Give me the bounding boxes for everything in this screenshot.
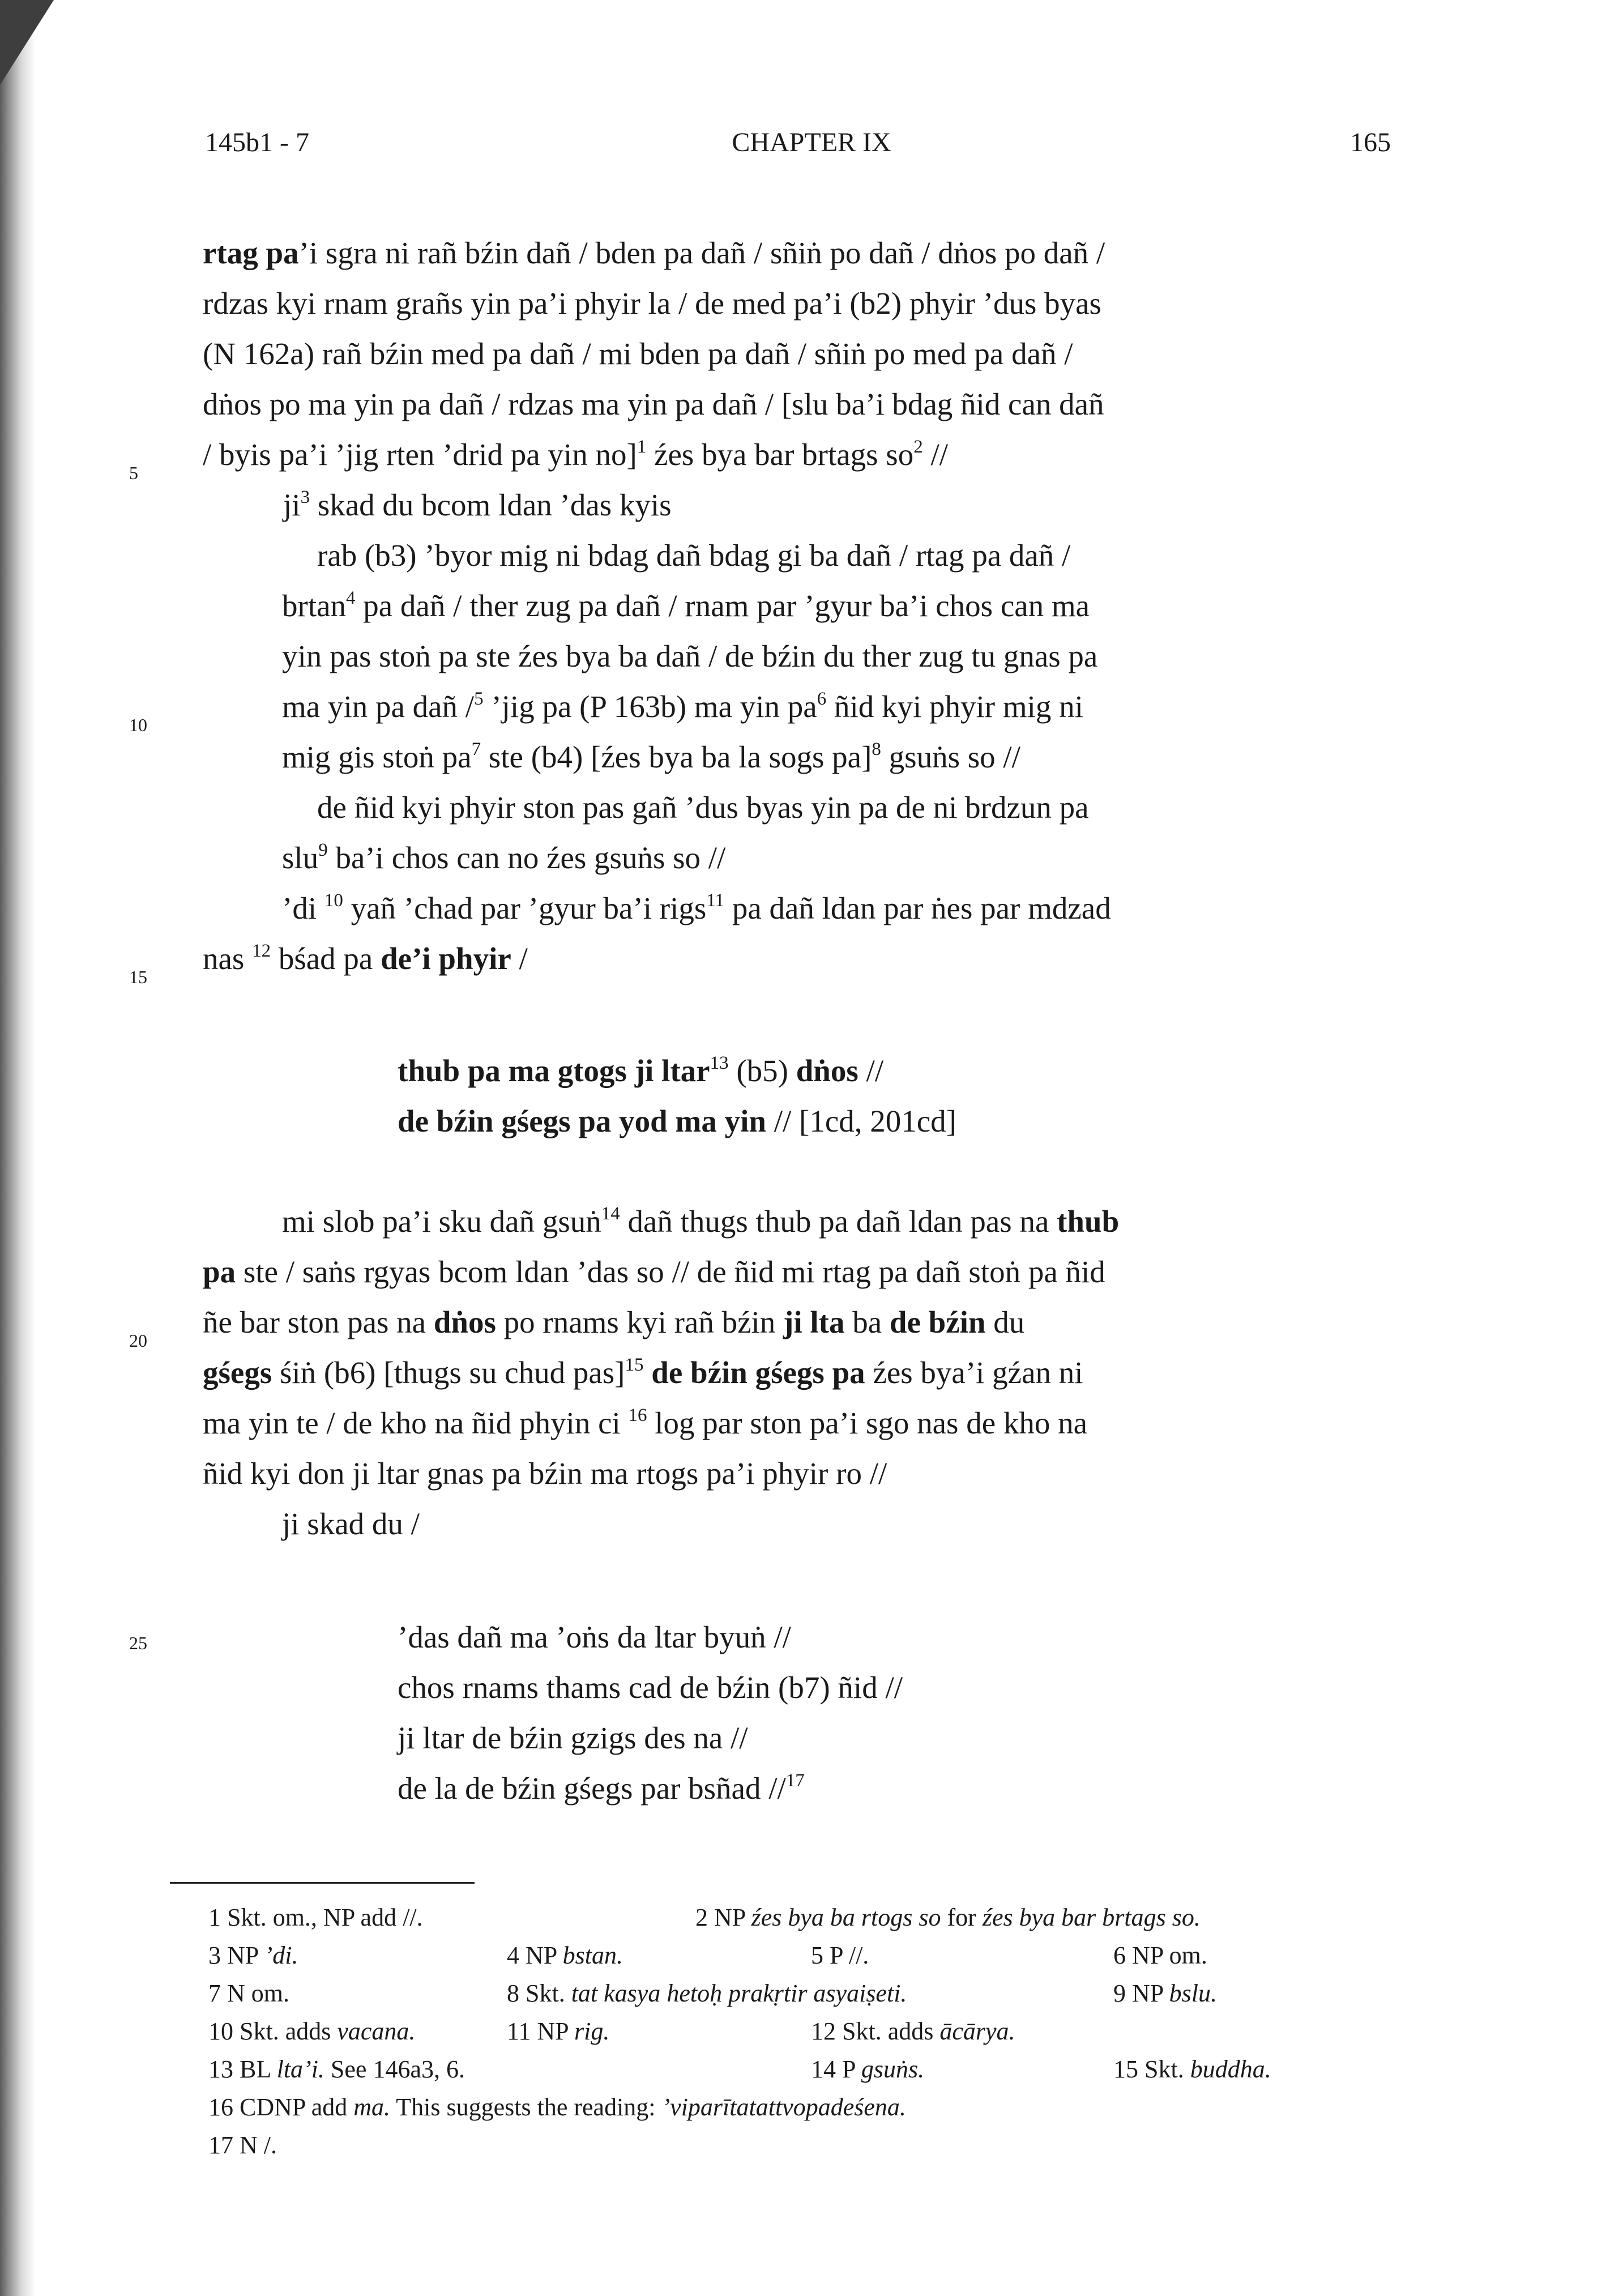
quotation-rab-byor: [282, 530, 1398, 782]
text-run: slu: [282, 840, 319, 875]
footnote-4: 4 NP bstan.: [507, 1941, 623, 1969]
verse-line: ’das dañ ma ’oṅs da ltar byuṅ //: [398, 1620, 791, 1654]
footnote-ref: 10: [324, 890, 343, 911]
footnote-row: [208, 1936, 1409, 1974]
footnote-ref: 11: [706, 890, 725, 911]
line-ji-skad-du-bcom: [283, 480, 672, 530]
paragraph-mi-slob: [203, 1196, 1398, 1499]
footnote-17: 17 N /.: [208, 2131, 277, 2159]
footnote-ref: 8: [872, 739, 881, 759]
root-verse: [398, 1045, 956, 1146]
header-folio-reference: 145b1 - 7: [205, 127, 309, 157]
text-line: dṅos po ma yin pa dañ / rdzas ma yin pa dañ / [slu ba’i bdag ñid can dañ: [203, 387, 1104, 421]
bold-term: gśegs: [203, 1355, 272, 1390]
footnote-ref: 15: [625, 1355, 644, 1375]
text-run: ñe bar ston pas na: [203, 1305, 434, 1339]
bold-term: ji lta: [783, 1305, 845, 1339]
text-run: gsuṅs so //: [881, 740, 1020, 774]
text-run: skad du bcom ldan ’das kyis: [310, 488, 672, 522]
margin-line-number: 25: [129, 1633, 147, 1653]
text-run: bśad pa: [271, 941, 381, 976]
footnote-12: 12 Skt. adds ācārya.: [811, 2017, 1015, 2045]
bold-term: de bźin gśegs pa: [651, 1355, 865, 1390]
text-line: ñid kyi don ji ltar gnas pa bźin ma rtogs pa’i phyir ro //: [203, 1456, 887, 1491]
paragraph-de-nid: [282, 782, 1398, 883]
book-binding-edge: [0, 0, 35, 2296]
footnote-row: [208, 2050, 1409, 2088]
footnote-ref: 9: [318, 840, 328, 860]
verse-line: chos rnams thams cad de bźin (b7) ñid //: [398, 1670, 903, 1705]
footnote-14: 14 P gsuṅs.: [811, 2055, 925, 2083]
footnote-ref: 12: [252, 941, 271, 961]
footnote-16: 16 CDNP add ma. This suggests the reading: ’viparītatattvopadeśena.: [208, 2093, 906, 2121]
text-run: du: [985, 1305, 1025, 1339]
bold-term: de’i phyir: [381, 941, 511, 976]
footnote-ref: 4: [346, 588, 356, 608]
text-run: pa dañ / ther zug pa dañ / rnam par ’gyur ba’i chos can ma: [355, 588, 1090, 623]
footnote-8: 8 Skt. tat kasya hetoḥ prakṛtir asyaiṣeti.: [507, 1979, 907, 2007]
text-run: //: [858, 1053, 884, 1088]
text-run: [644, 1355, 652, 1390]
text-run: de bźin gśegs pa yod ma yin: [398, 1104, 766, 1138]
footnote-row: [208, 1898, 1409, 1936]
footnote-ref: 1: [637, 437, 647, 457]
bold-term: dṅos: [433, 1305, 496, 1339]
text-run: //: [922, 437, 949, 472]
footnote-2: 2 NP źes bya ba rtogs so for źes bya bar brtags so.: [695, 1904, 1201, 1931]
text-run: ba: [844, 1305, 890, 1339]
text-run: ’di: [282, 891, 324, 925]
footnote-10: 10 Skt. adds vacana.: [208, 2017, 416, 2045]
footnote-3: 3 NP ’di.: [208, 1941, 298, 1969]
footnote-9: 9 NP bslu.: [1113, 1979, 1217, 2007]
text-run: thub pa ma gtogs ji ltar: [398, 1053, 710, 1088]
text-run: źes bya bar brtags so: [646, 437, 914, 472]
footnote-row: [208, 2126, 1409, 2164]
footnote-ref: 14: [601, 1204, 620, 1224]
header-page-number: 165: [1350, 127, 1391, 157]
text-run: mi slob pa’i sku dañ gsuṅ: [282, 1204, 601, 1239]
text-run: ba’i chos can no źes gsuṅs so //: [327, 840, 726, 875]
text-run: nas: [203, 941, 253, 976]
footnote-ref: 5: [474, 689, 484, 709]
footnote-row: [208, 1974, 1409, 2012]
paragraph-di-yan: [203, 883, 1398, 984]
text-line: rdzas kyi rnam grañs yin pa’i phyir la / de med pa’i (b2) phyir ’dus byas: [203, 286, 1101, 321]
text-run: ste (b4) [źes bya ba la sogs pa]: [481, 740, 872, 774]
text-run: ’jig pa (P 163b) ma yin pa: [483, 689, 817, 724]
text-run: ma yin pa dañ /: [282, 689, 475, 724]
text-run: / byis pa’i ’jig rten ’drid pa yin no]: [203, 437, 637, 472]
footnote-row: [208, 2088, 1409, 2126]
book-binding-notch: [0, 0, 54, 85]
text-run: yañ ’chad par ’gyur ba’i rigs: [343, 891, 707, 925]
footnotes: [208, 1898, 1409, 2164]
text-run: /: [511, 941, 528, 976]
bold-term: pa: [203, 1254, 236, 1289]
footnote-ref: 16: [628, 1405, 647, 1426]
footnote-13: 13 BL lta’i. See 146a3, 6.: [208, 2055, 465, 2083]
footnote-5: 5 P //.: [811, 1941, 869, 1969]
margin-line-number: 15: [129, 967, 147, 987]
margin-line-number: 10: [129, 715, 147, 735]
text-line: yin pas stoṅ pa ste źes bya ba dañ / de bźin du ther zug tu gnas pa: [282, 639, 1098, 673]
line-ji-skad-du: ji skad du /: [282, 1507, 420, 1541]
text-run: śiṅ (b6) [thugs su chud pas]: [272, 1355, 625, 1390]
verse-line: ji ltar de bźin gzigs des na //: [398, 1721, 748, 1755]
text-run: ma yin te / de kho na ñid phyin ci: [203, 1406, 629, 1440]
paragraph-rtag-pa: [203, 228, 1398, 480]
bold-term: rtag pa: [203, 236, 299, 270]
footnote-ref: 2: [913, 437, 923, 457]
header-chapter-title: CHAPTER IX: [732, 127, 891, 157]
text-run: brtan: [282, 588, 347, 623]
text-run: ji: [283, 488, 301, 522]
text-run: źes bya’i gźan ni: [865, 1355, 1083, 1390]
footnote-ref: 13: [710, 1053, 729, 1073]
text-line: de ñid kyi phyir ston pas gañ ’dus byas yin pa de ni brdzun pa: [317, 790, 1089, 825]
footnote-ref: 3: [300, 487, 310, 507]
text-run: ste / saṅs rgyas bcom ldan ’das so // de ñid mi rtag pa dañ stoṅ pa ñid: [236, 1254, 1105, 1289]
text-run: // [1cd, 201cd]: [766, 1104, 956, 1138]
footnote-7: 7 N om.: [208, 1979, 289, 2007]
verse-line: de la de bźin gśegs par bsñad //: [398, 1771, 786, 1806]
margin-line-number: 20: [129, 1330, 147, 1351]
margin-line-number: 5: [129, 463, 138, 483]
text-run: po rnams kyi rañ bźin: [496, 1305, 784, 1339]
footnote-ref: 6: [817, 689, 827, 709]
footnote-ref: 7: [471, 739, 481, 759]
footnote-11: 11 NP rig.: [507, 2017, 610, 2045]
text-run: dṅos: [796, 1053, 859, 1088]
text-run: mig gis stoṅ pa: [282, 740, 472, 774]
text-run: log par ston pa’i sgo nas de kho na: [647, 1406, 1088, 1440]
footnote-separator: [170, 1882, 475, 1884]
text-run: (b5): [728, 1053, 796, 1088]
footnote-6: 6 NP om.: [1113, 1941, 1207, 1969]
text-run: dañ thugs thub pa dañ ldan pas na: [620, 1204, 1057, 1239]
quoted-verse: [398, 1612, 903, 1813]
text-run: ’i sgra ni rañ bźin dañ / bden pa dañ / sñiṅ po dañ / dṅos po dañ /: [298, 236, 1105, 270]
footnote-ref: 17: [785, 1770, 805, 1791]
bold-term: thub: [1057, 1204, 1120, 1239]
text-run: pa dañ ldan par ṅes par mdzad: [724, 891, 1111, 925]
footnote-1: 1 Skt. om., NP add //.: [208, 1904, 423, 1931]
text-line: rab (b3) ’byor mig ni bdag dañ bdag gi ba dañ / rtag pa dañ /: [317, 538, 1071, 573]
footnote-15: 15 Skt. buddha.: [1113, 2055, 1271, 2083]
bold-term: de bźin: [889, 1305, 986, 1339]
text-line: (N 162a) rañ bźin med pa dañ / mi bden pa dañ / sñiṅ po med pa dañ /: [203, 336, 1073, 371]
footnote-row: [208, 2012, 1409, 2050]
text-run: ñid kyi phyir mig ni: [826, 689, 1083, 724]
